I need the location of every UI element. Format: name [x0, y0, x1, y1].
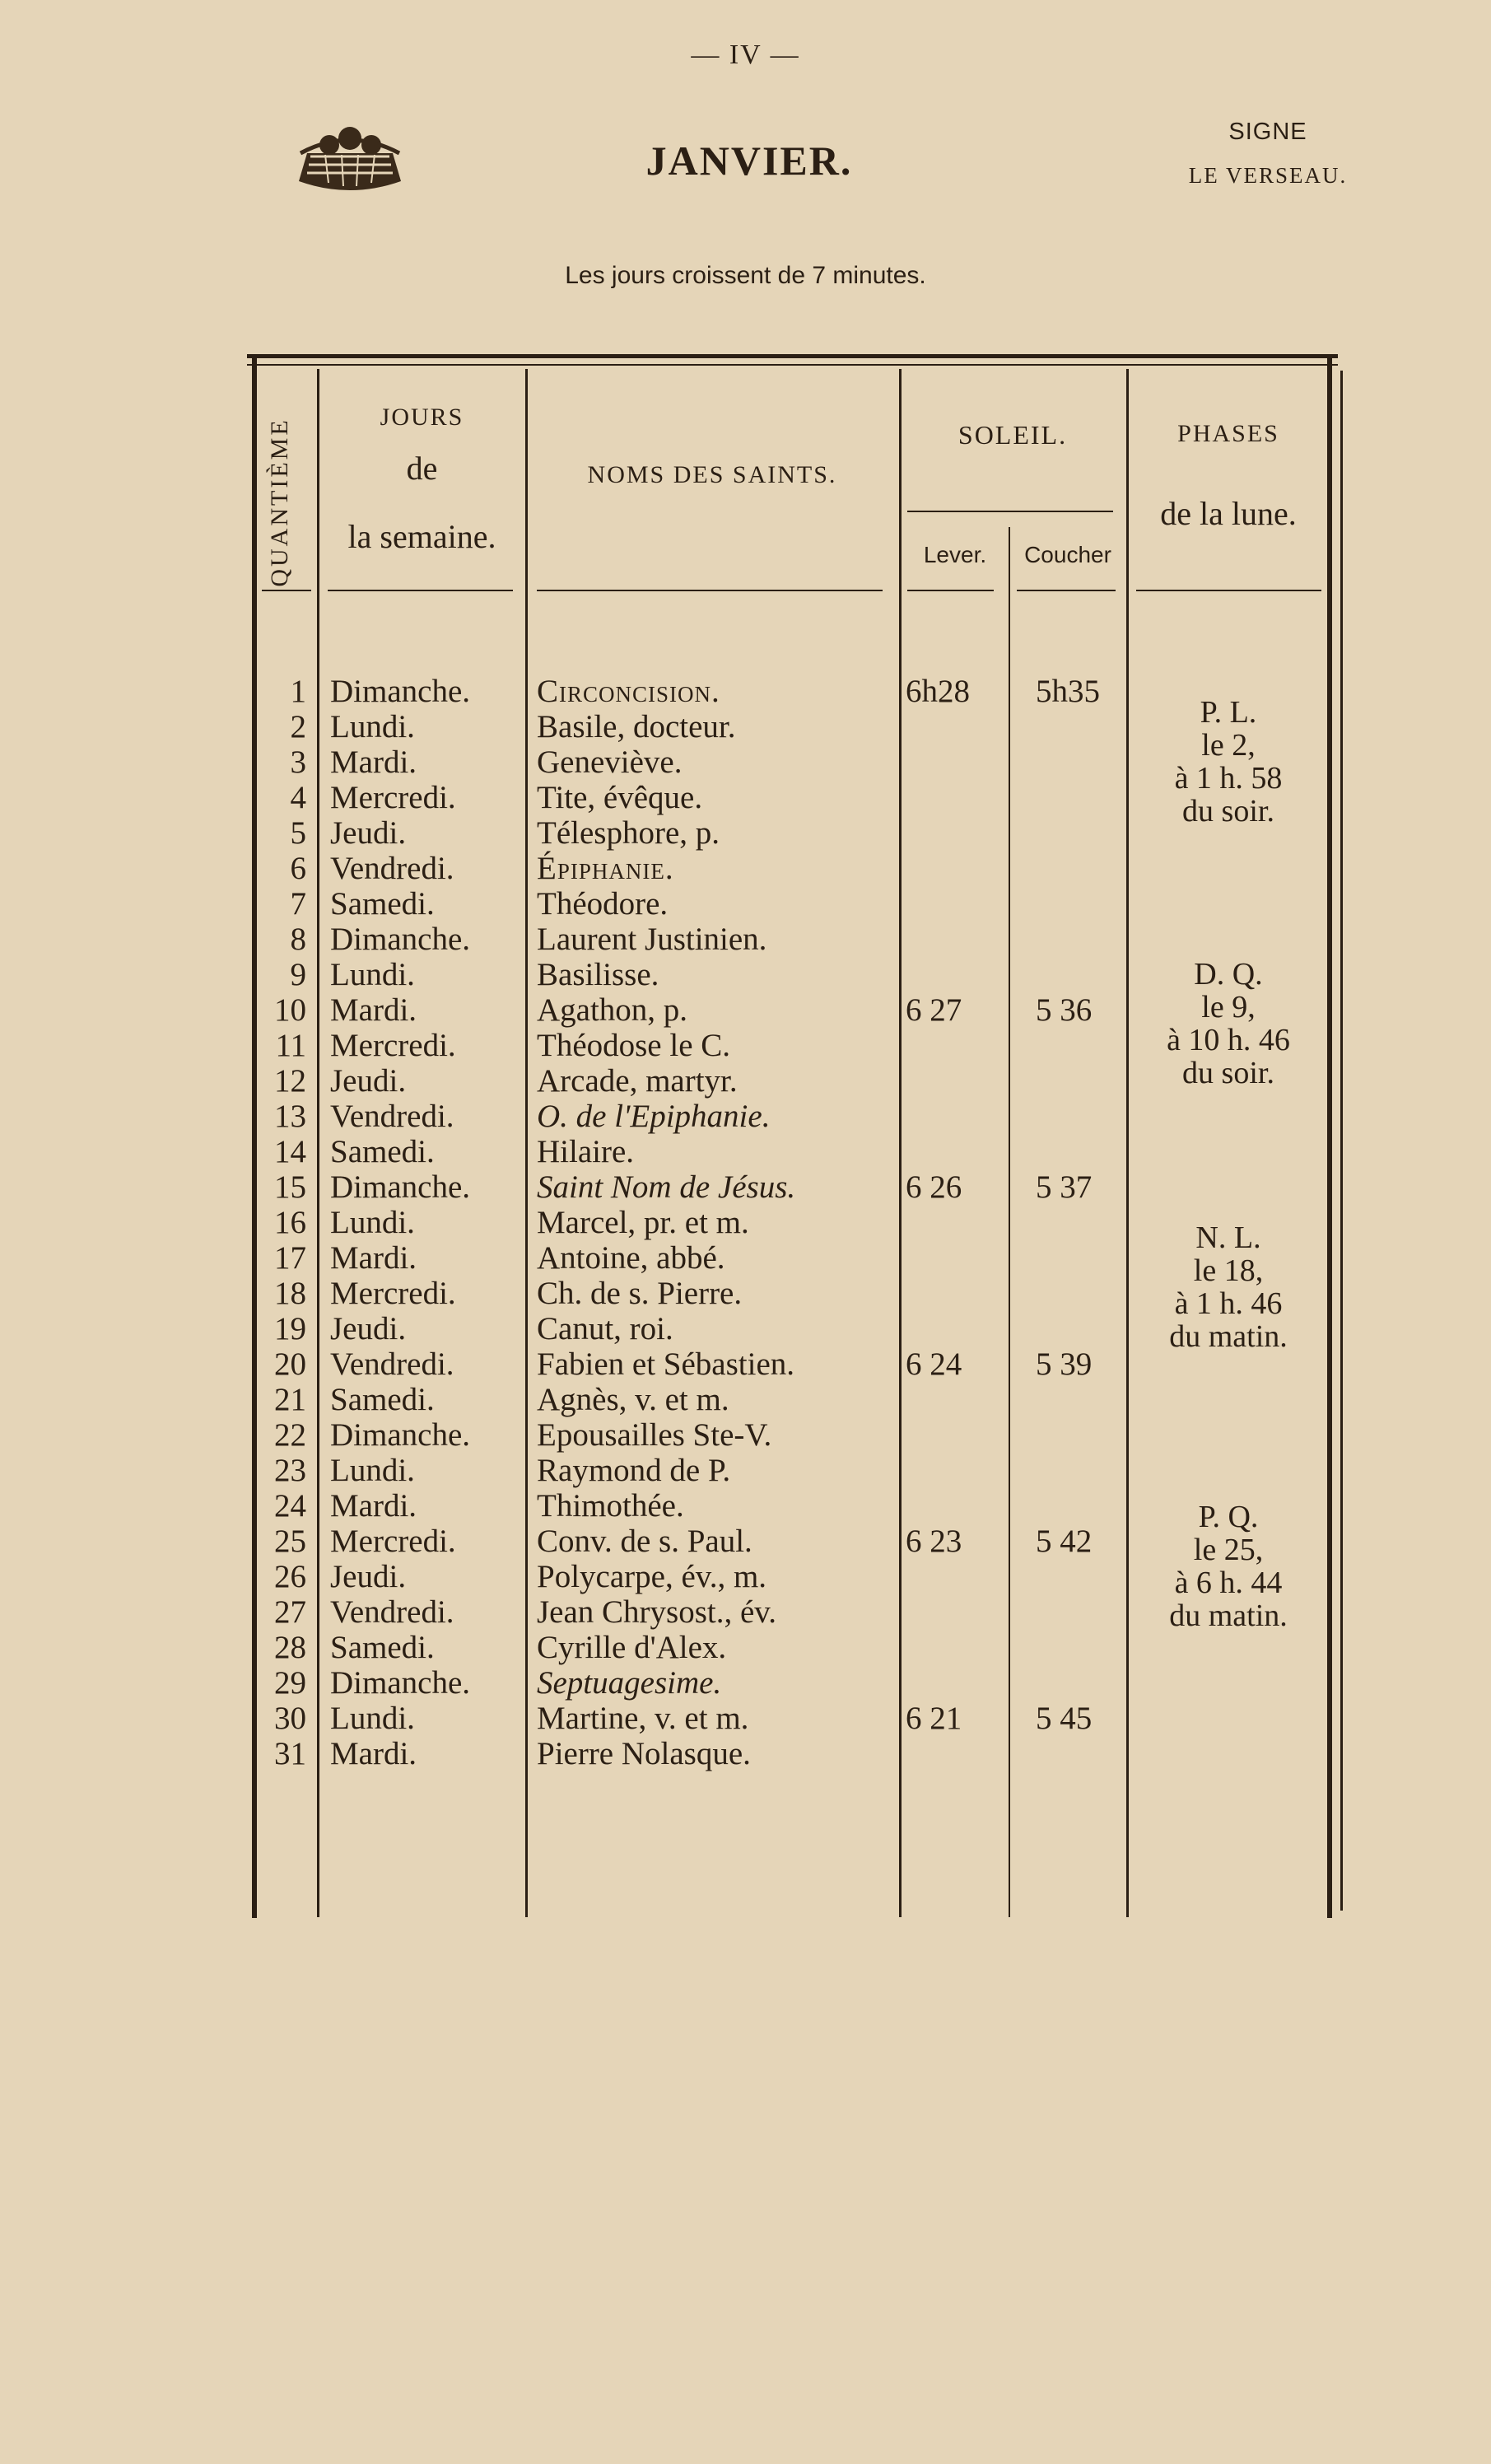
row-saint: Agathon, p.	[537, 992, 688, 1028]
row-day: Dimanche.	[330, 1169, 471, 1205]
row-saint: Canut, roi.	[537, 1311, 673, 1346]
table-top-rule-thin	[247, 364, 1338, 366]
row-saint: Tite, évêque.	[537, 780, 703, 815]
row-saint: Télesphore, p.	[537, 815, 720, 851]
row-number: 30	[274, 1701, 306, 1736]
row-saint: Hilaire.	[537, 1134, 635, 1169]
row-day: Vendredi.	[330, 1099, 454, 1134]
row-number: 11	[275, 1028, 306, 1063]
moon-phase	[1130, 1221, 1327, 1353]
row-day: Vendredi.	[330, 851, 454, 886]
col-divider-3	[899, 369, 902, 1917]
row-day: Lundi.	[330, 1205, 415, 1240]
row-day: Mercredi.	[330, 1028, 456, 1063]
row-number: 3	[290, 744, 306, 780]
phase-period: du matin.	[1169, 1319, 1288, 1354]
row-number: 5	[290, 815, 306, 851]
row-saint: Martine, v. et m.	[537, 1701, 749, 1736]
row-number: 2	[290, 709, 306, 744]
row-number: 27	[274, 1594, 306, 1630]
row-lever: 6 23	[906, 1524, 962, 1559]
row-day: Jeudi.	[330, 1311, 407, 1346]
row-number: 23	[274, 1453, 306, 1488]
header-rule-2	[328, 590, 513, 591]
row-day: Lundi.	[330, 1453, 415, 1488]
header-noms: NOMS DES SAINTS.	[587, 461, 837, 488]
month-title: JANVIER.	[645, 138, 853, 184]
header-phases-1: PHASES	[1177, 420, 1279, 447]
row-day: Mercredi.	[330, 1524, 456, 1559]
row-lever: 6 24	[906, 1346, 962, 1382]
row-saint: Agnès, v. et m.	[537, 1382, 729, 1417]
row-saint: Thimothée.	[537, 1488, 684, 1524]
row-day: Lundi.	[330, 1701, 415, 1736]
row-number: 19	[274, 1311, 306, 1346]
row-number: 20	[274, 1346, 306, 1382]
row-number: 28	[274, 1630, 306, 1665]
phase-time: à 10 h. 46	[1167, 1023, 1290, 1057]
row-day: Mardi.	[330, 1488, 417, 1524]
row-saint: Fabien et Sébastien.	[537, 1346, 795, 1382]
phase-period: du matin.	[1169, 1598, 1288, 1633]
row-saint: O. de l'Epiphanie.	[537, 1099, 771, 1134]
header-rule-1	[262, 590, 311, 591]
moon-phase	[1130, 958, 1327, 1090]
header-soleil: SOLEIL.	[958, 420, 1068, 450]
row-saint: Cyrille d'Alex.	[537, 1630, 727, 1665]
row-day: Mercredi.	[330, 780, 456, 815]
phase-label: N. L.	[1195, 1220, 1261, 1255]
row-saint: Septuagesime.	[537, 1665, 722, 1701]
row-number: 21	[274, 1382, 306, 1417]
table-top-rule	[247, 354, 1338, 358]
row-saint: Geneviève.	[537, 744, 683, 780]
row-day: Vendredi.	[330, 1594, 454, 1630]
header-jours-3: la semaine.	[347, 518, 496, 555]
row-coucher: 5 45	[1036, 1701, 1093, 1736]
row-day: Samedi.	[330, 1382, 435, 1417]
row-number: 22	[274, 1417, 306, 1453]
row-day: Samedi.	[330, 1630, 435, 1665]
row-saint: Basile, docteur.	[537, 709, 736, 744]
phase-label: P. L.	[1200, 695, 1257, 730]
signe-label: SIGNE	[1228, 119, 1307, 145]
phase-date: le 18,	[1193, 1253, 1264, 1288]
header-phases-2: de la lune.	[1160, 495, 1297, 532]
col-divider-2	[525, 369, 528, 1917]
col-divider-4	[1126, 369, 1129, 1917]
row-coucher: 5 39	[1036, 1346, 1093, 1382]
row-lever: 6 21	[906, 1701, 962, 1736]
header-jours-2: de	[406, 450, 438, 487]
header-rule-6	[1136, 590, 1321, 591]
header-quantieme: QUANTIÈME	[266, 418, 293, 587]
row-number: 24	[274, 1488, 306, 1524]
row-saint: Polycarpe, év., m.	[537, 1559, 767, 1594]
row-day: Dimanche.	[330, 1665, 471, 1701]
row-number: 4	[290, 780, 306, 815]
row-number: 8	[290, 922, 306, 957]
row-day: Vendredi.	[330, 1346, 454, 1382]
row-number: 13	[274, 1099, 306, 1134]
row-coucher: 5 42	[1036, 1524, 1093, 1559]
row-lever: 6h28	[906, 674, 970, 709]
table-right-border-outer	[1340, 371, 1343, 1911]
row-day: Jeudi.	[330, 1063, 407, 1099]
row-saint: Ch. de s. Pierre.	[537, 1276, 743, 1311]
soleil-brace	[907, 511, 1113, 512]
row-saint: Théodose le C.	[537, 1028, 731, 1063]
row-saint: Arcade, martyr.	[537, 1063, 738, 1099]
subtitle: Les jours croissent de 7 minutes.	[565, 262, 926, 289]
row-saint: Antoine, abbé.	[537, 1240, 725, 1276]
row-number: 9	[290, 957, 306, 992]
row-day: Samedi.	[330, 886, 435, 922]
row-day: Jeudi.	[330, 1559, 407, 1594]
col-divider-soleil	[1009, 527, 1010, 1917]
row-number: 26	[274, 1559, 306, 1594]
row-number: 14	[274, 1134, 306, 1169]
page-folio: — IV —	[691, 40, 800, 70]
header-rule-5	[1017, 590, 1116, 591]
phase-time: à 6 h. 44	[1174, 1566, 1283, 1600]
row-number: 10	[274, 992, 306, 1028]
header-rule-4	[907, 590, 994, 591]
row-day: Lundi.	[330, 957, 415, 992]
row-number: 31	[274, 1736, 306, 1771]
row-day: Dimanche.	[330, 1417, 471, 1453]
row-day: Mardi.	[330, 992, 417, 1028]
row-saint: Conv. de s. Paul.	[537, 1524, 752, 1559]
row-day: Mercredi.	[330, 1276, 456, 1311]
row-coucher: 5h35	[1036, 674, 1100, 709]
header-rule-3	[537, 590, 883, 591]
row-coucher: 5 37	[1036, 1169, 1093, 1205]
phase-label: D. Q.	[1194, 957, 1263, 992]
row-saint: Épiphanie.	[537, 851, 674, 886]
moon-phase	[1130, 696, 1327, 828]
phase-date: le 2,	[1201, 728, 1256, 763]
phase-time: à 1 h. 46	[1174, 1286, 1283, 1321]
row-coucher: 5 36	[1036, 992, 1093, 1028]
row-saint: Théodore.	[537, 886, 669, 922]
row-saint: Laurent Justinien.	[537, 922, 767, 957]
row-day: Mardi.	[330, 1736, 417, 1771]
row-number: 15	[274, 1169, 306, 1205]
signe-value: LE VERSEAU.	[1188, 163, 1348, 188]
phase-label: P. Q.	[1198, 1500, 1259, 1534]
moon-phase	[1130, 1500, 1327, 1632]
row-number: 6	[290, 851, 306, 886]
row-saint: Jean Chrysost., év.	[537, 1594, 777, 1630]
basket-ornament-icon	[292, 124, 408, 194]
phase-date: le 9,	[1201, 990, 1256, 1024]
row-number: 12	[274, 1063, 306, 1099]
row-saint: Epousailles Ste-V.	[537, 1417, 772, 1453]
row-saint: Pierre Nolasque.	[537, 1736, 751, 1771]
row-day: Samedi.	[330, 1134, 435, 1169]
phase-period: du soir.	[1182, 794, 1274, 828]
row-saint: Saint Nom de Jésus.	[537, 1169, 796, 1205]
header-lever: Lever.	[923, 542, 987, 567]
phase-date: le 25,	[1193, 1533, 1264, 1567]
phase-time: à 1 h. 58	[1174, 761, 1283, 796]
header-jours-1: JOURS	[380, 404, 464, 431]
row-lever: 6 27	[906, 992, 962, 1028]
col-divider-1	[317, 369, 319, 1917]
row-saint: Circoncision.	[537, 674, 720, 709]
row-number: 16	[274, 1205, 306, 1240]
table-right-border	[1327, 357, 1332, 1918]
header-coucher: Coucher	[1024, 542, 1111, 567]
row-day: Mardi.	[330, 744, 417, 780]
row-day: Lundi.	[330, 709, 415, 744]
row-number: 18	[274, 1276, 306, 1311]
row-saint: Basilisse.	[537, 957, 659, 992]
phase-period: du soir.	[1182, 1056, 1274, 1090]
row-lever: 6 26	[906, 1169, 962, 1205]
row-saint: Raymond de P.	[537, 1453, 731, 1488]
row-number: 7	[290, 886, 306, 922]
row-day: Jeudi.	[330, 815, 407, 851]
row-day: Dimanche.	[330, 922, 471, 957]
row-number: 1	[290, 674, 306, 709]
row-day: Mardi.	[330, 1240, 417, 1276]
row-number: 29	[274, 1665, 306, 1701]
row-number: 25	[274, 1524, 306, 1559]
row-day: Dimanche.	[330, 674, 471, 709]
row-saint: Marcel, pr. et m.	[537, 1205, 749, 1240]
row-number: 17	[274, 1240, 306, 1276]
